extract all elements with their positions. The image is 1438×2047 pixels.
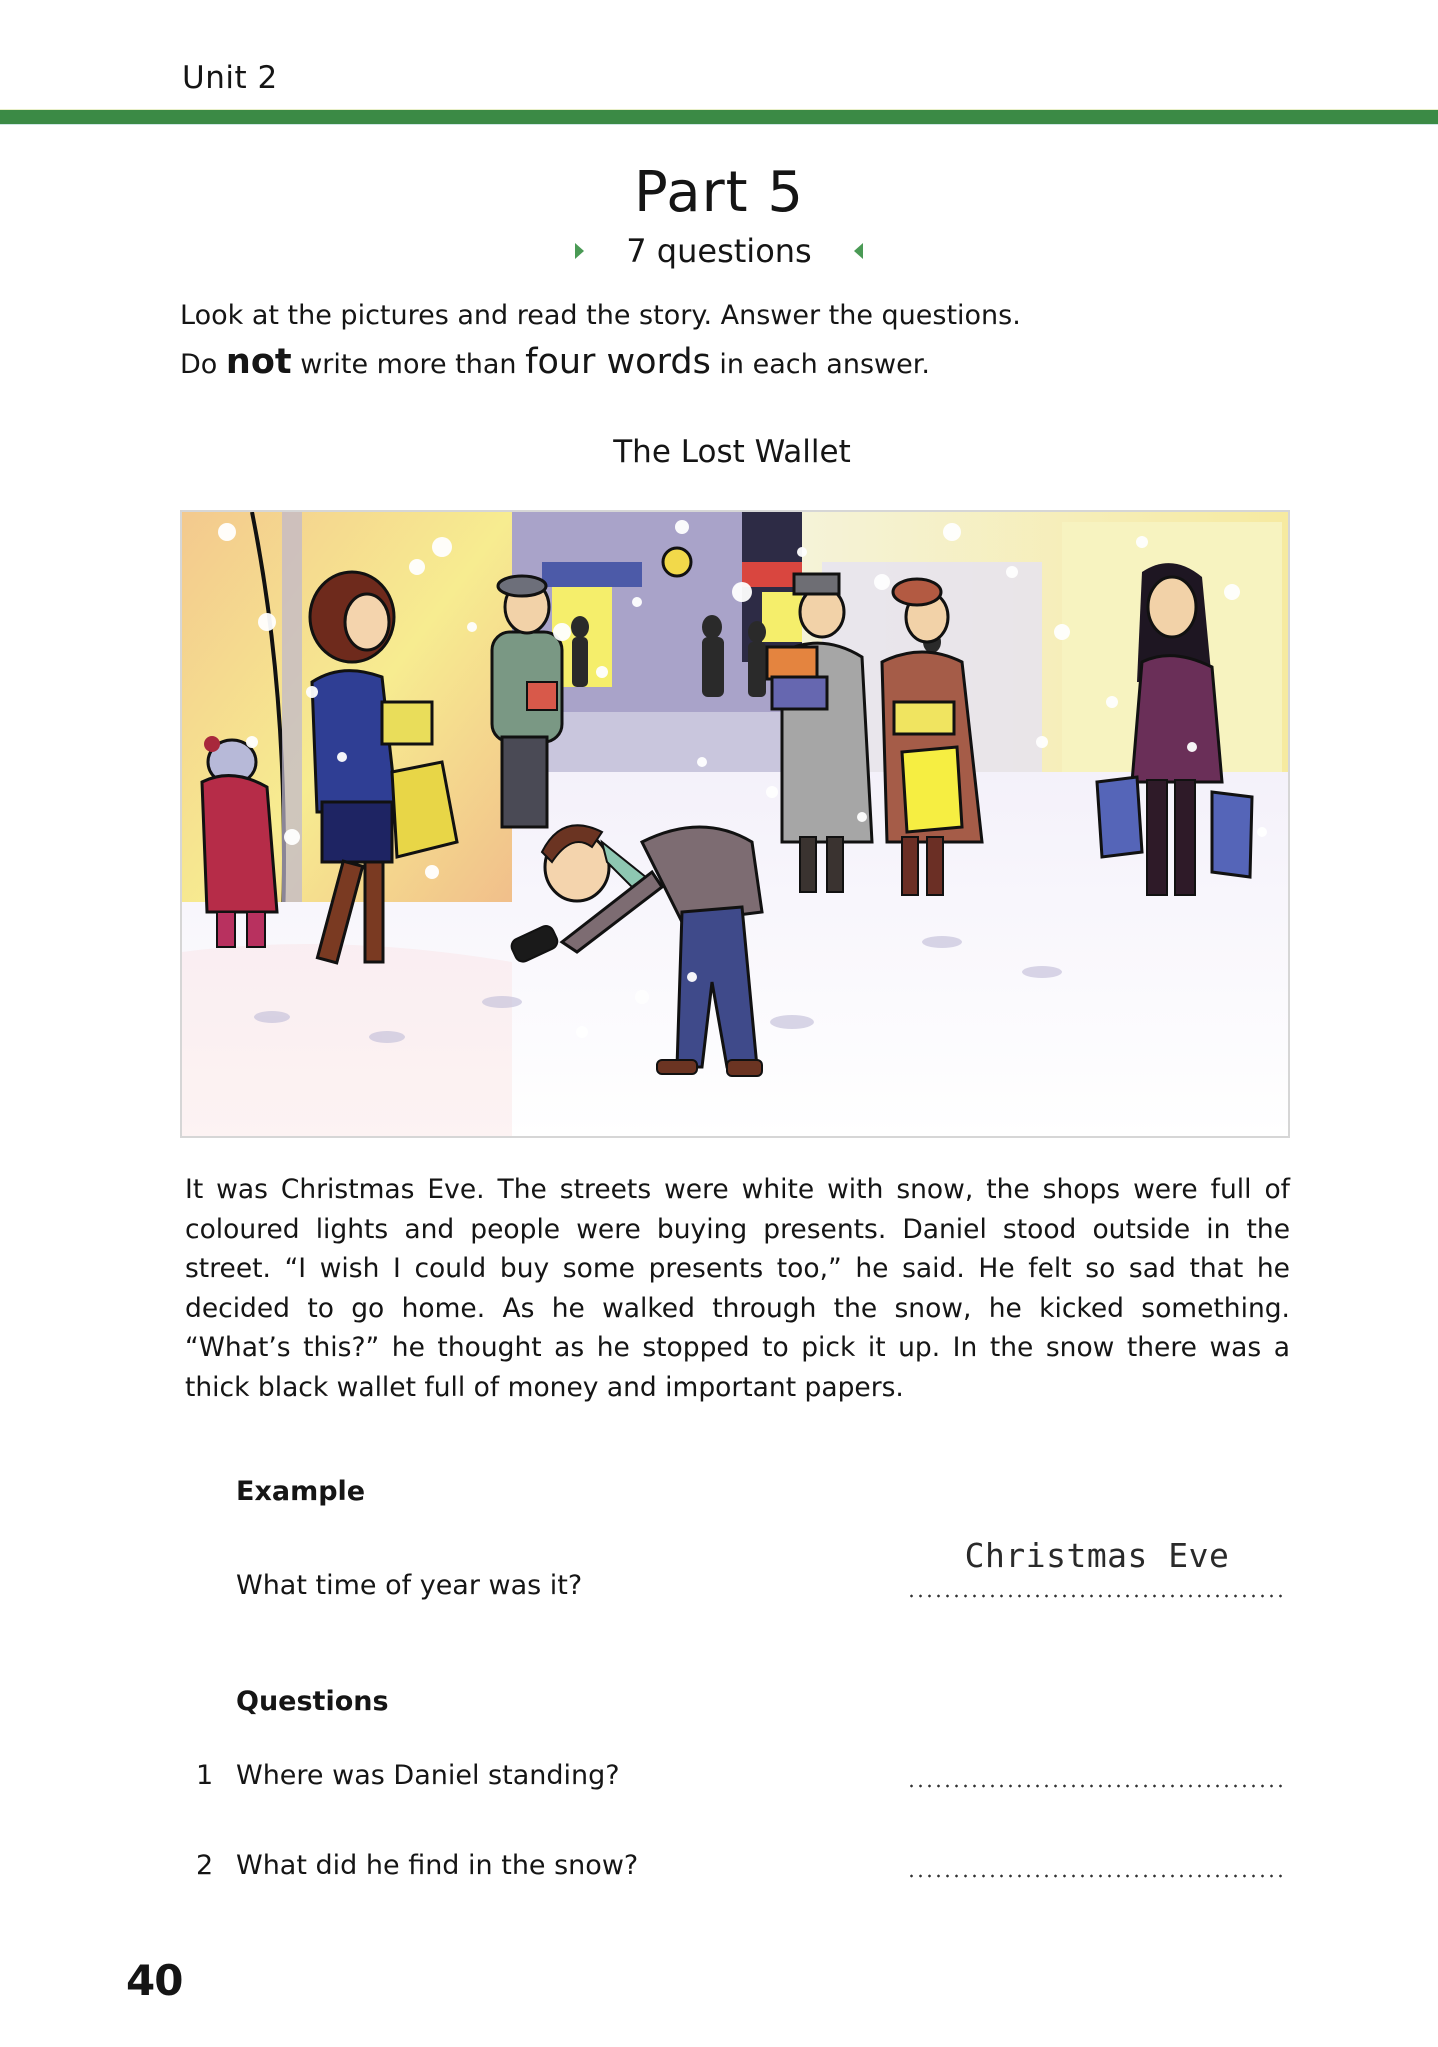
- question-row: [196, 1760, 1291, 1800]
- question-number: 2: [196, 1850, 214, 1881]
- page-number: 40: [126, 1956, 183, 2005]
- instruction-text: Do: [180, 349, 226, 380]
- answer-field[interactable]: [907, 1784, 1287, 1788]
- answer-field[interactable]: [907, 1874, 1287, 1878]
- instruction-line-2: [180, 342, 930, 382]
- part-title: Part 5: [634, 160, 804, 225]
- triangle-right-icon: [575, 243, 584, 259]
- instruction-text: write more than: [291, 349, 526, 380]
- example-answer: Christmas Eve: [964, 1536, 1230, 1575]
- story-illustration: [180, 510, 1290, 1138]
- story-title: The Lost Wallet: [613, 434, 851, 470]
- example-question-row: [196, 1570, 1291, 1610]
- example-question-text: What time of year was it?: [236, 1570, 583, 1601]
- example-answer-line: [907, 1594, 1287, 1598]
- question-row: [196, 1850, 1291, 1890]
- question-count-label: 7 questions: [626, 232, 812, 270]
- questions-heading: Questions: [236, 1686, 389, 1717]
- story-text: It was Christmas Eve. The streets were white with snow, the shops were full of coloured lights and people were buying presents. Daniel stood outside in the street. “I wish I could buy some presents too,” he said. He felt so sad that he decided to go home. As he walked through the snow, he kicked something. “What’s this?” he thought as he stopped to pick it up. In the snow there was a thick black wallet full of money and important papers.: [185, 1174, 1290, 1403]
- question-text: Where was Daniel standing?: [236, 1760, 620, 1791]
- question-text: What did he find in the snow?: [236, 1850, 639, 1881]
- illustration-image: [182, 512, 1288, 1136]
- instruction-text: in each answer.: [710, 349, 930, 380]
- question-count: [0, 232, 1438, 270]
- instruction-emphasis-four-words: four words: [525, 342, 711, 382]
- unit-label: Unit 2: [182, 60, 278, 96]
- example-heading: Example: [236, 1476, 366, 1507]
- header-divider-bar: [0, 109, 1438, 125]
- triangle-left-icon: [854, 243, 863, 259]
- instruction-emphasis-not: not: [225, 342, 292, 382]
- question-number: 1: [196, 1760, 214, 1791]
- instruction-line-1: Look at the pictures and read the story. Answer the questions.: [180, 300, 1021, 331]
